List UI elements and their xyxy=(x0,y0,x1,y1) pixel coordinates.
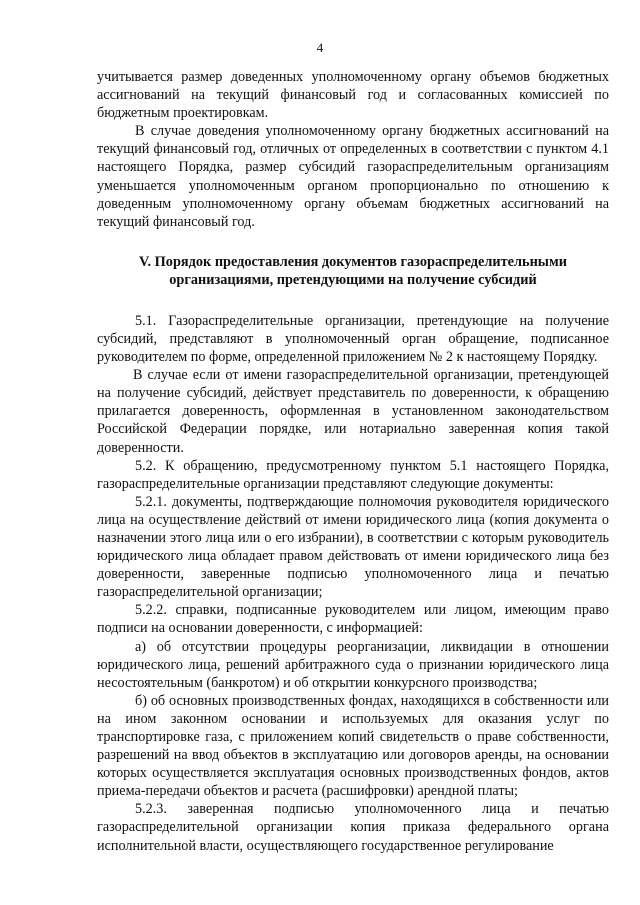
paragraph-budget-reduction: В случае доведения уполномоченному органу бюджетных ассигнований на текущий финансовый год, отличных от определенных в соответствии с пунктом 4.1 настоящего Порядка, размер субсидий газораспределительным организациям уменьшается уполномоченным органом пропорционально по отношению к доведенным уполномоченному органу объемам бюджетных ассигнований на текущий финансовый год. xyxy=(97,123,609,230)
section-heading: V. Порядок предоставления документов газораспределительными организациями, претендующими на получение субсидий xyxy=(139,253,567,289)
document-body xyxy=(97,68,609,855)
paragraph-5-1: 5.1. Газораспределительные организации, претендующие на получение субсидий, представляют в уполномоченный орган обращение, подписанное руководителем по форме, определенной приложением № 2 к настоящему Порядку. xyxy=(97,312,609,366)
paragraph-item-b: б) об основных производственных фондах, находящихся в собственности или на ином законном основании и используемых для оказания услуг по транспортировке газа, с приложением копий свидетельств о праве собственности, разрешений на ввод объектов в эксплуатацию или договоров аренды, на основании которых осуществляется эксплуатация основных производственных фондов, актов приема-передачи объектов и расчета (расшифровки) арендной платы; xyxy=(97,692,609,800)
paragraph-5-2-3: 5.2.3. заверенная подписью уполномоченного лица и печатью газораспределительной организации копия приказа федерального органа исполнительной власти, осуществляющего государственное регулирование xyxy=(97,801,609,854)
paragraph-5-2-2: 5.2.2. справки, подписанные руководителем или лицом, имеющим право подписи на основании доверенности, с информацией: xyxy=(97,602,609,637)
paragraph-continuation: учитывается размер доведенных уполномоченному органу объемов бюджетных ассигнований на текущий финансовый год и согласованных комиссией по бюджетным проектировкам. xyxy=(97,69,609,122)
paragraph-item-a: а) об отсутствии процедуры реорганизации, ликвидации в отношении юридического лица, решений арбитражного суда о признании юридического лица несостоятельным (банкротом) и об открытии конкурсного производства; xyxy=(97,638,609,691)
paragraph-representative: В случае если от имени газораспределительной организации, претендующей на получение субсидий, действует представитель по доверенности, к обращению прилагается доверенность, оформленная в установленном законодательством Российской Федерации порядке, или нотариально заверенная копия такой доверенности. xyxy=(97,367,609,456)
paragraph-5-2-1: 5.2.1. документы, подтверждающие полномочия руководителя юридического лица на осуществление действий от имени юридического лица (копия документа о назначении этого лица или о его избрании), в соответствии с которым руководитель юридического лица обладает правом действовать от имени юридического лица без доверенности, заверенные подписью уполномоченного лица и печатью газораспределительной организации; xyxy=(97,493,609,601)
page-number: 4 xyxy=(316,40,324,55)
paragraph-5-2: 5.2. К обращению, предусмотренному пунктом 5.1 настоящего Порядка, газораспределительные организации представляют следующие документы: xyxy=(97,457,609,492)
